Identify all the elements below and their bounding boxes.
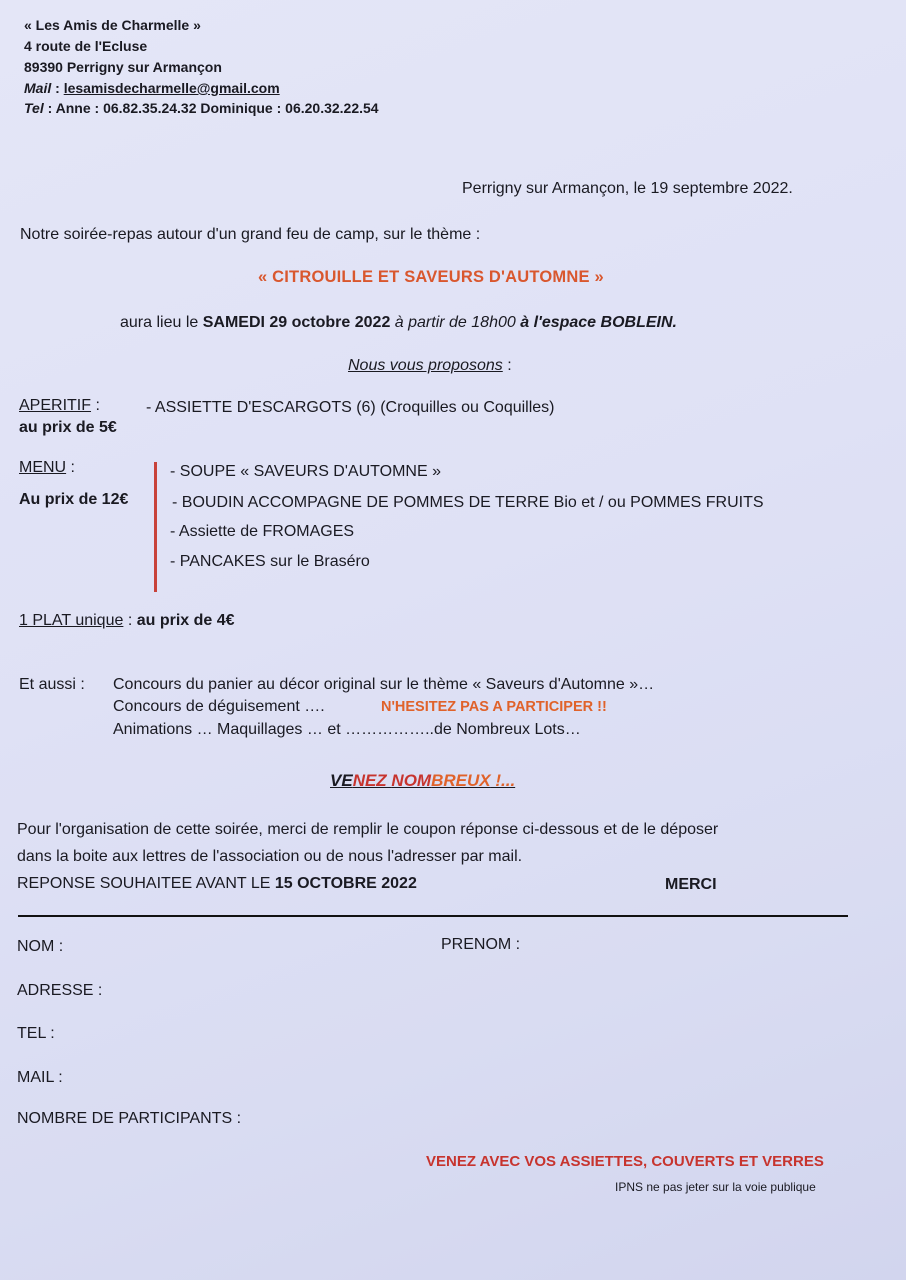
org-tel-line (24, 98, 379, 118)
org-mail-line (24, 78, 280, 98)
field-participants: NOMBRE DE PARTICIPANTS : (17, 1110, 242, 1127)
org-address-city: 89390 Perrigny sur Armançon (24, 59, 222, 75)
aussi-line-2: Concours de déguisement …. (113, 698, 325, 715)
event-prefix: aura lieu le (120, 314, 203, 331)
menu-item: - Assiette de FROMAGES (170, 523, 355, 540)
event-time: à partir de 18h00 (390, 314, 521, 331)
aussi-label: Et aussi : (19, 676, 85, 693)
field-prenom: PRENOM : (441, 936, 521, 953)
tel-value: : Anne : 06.82.35.24.32 Dominique : 06.20.32.22.54 (43, 100, 379, 116)
tel-label: Tel (24, 100, 44, 116)
deadline-date: 15 OCTOBRE 2022 (274, 875, 417, 892)
aperitif-item: - ASSIETTE D'ESCARGOTS (6) (Croquilles ou Coquilles) (146, 399, 555, 416)
org-name: « Les Amis de Charmelle » (24, 17, 201, 33)
plat-line: 1 PLAT unique : au prix de 4€ (19, 612, 235, 629)
aperitif-price: au prix de 5€ (19, 419, 117, 436)
menu-price: Au prix de 12€ (19, 491, 129, 508)
merci-text: MERCI (665, 876, 717, 893)
instructions-line-1: Pour l'organisation de cette soirée, merci de remplir le coupon réponse ci-dessous et de le déposer (17, 821, 719, 838)
menu-label: MENU : (19, 459, 75, 476)
field-mail: MAIL : (17, 1069, 63, 1086)
menu-red-bar (154, 462, 157, 592)
plat-label: 1 PLAT unique (19, 612, 124, 629)
menu-item: - BOUDIN ACCOMPAGNE DE POMMES DE TERRE Bio et / ou POMMES FRUITS (172, 494, 764, 511)
venez-nombreux: VENEZ NOMBREUX !... (330, 771, 516, 790)
field-nom: NOM : (17, 938, 64, 955)
event-line (120, 314, 677, 332)
propose-suffix: : (502, 357, 512, 374)
propose-label: Nous vous proposons (348, 357, 503, 374)
menu-item: - SOUPE « SAVEURS D'AUTOMNE » (170, 463, 441, 480)
bring-dishes-notice: VENEZ AVEC VOS ASSIETTES, COUVERTS ET VERRES (426, 1153, 824, 1170)
intro-text: Notre soirée-repas autour d'un grand feu de camp, sur le thème : (20, 226, 481, 243)
event-day: SAMEDI 29 octobre 2022 (202, 314, 391, 331)
theme-title: « CITROUILLE ET SAVEURS D'AUTOMNE » (258, 268, 604, 286)
deadline-line: REPONSE SOUHAITEE AVANT LE 15 OCTOBRE 2022 (17, 875, 417, 892)
mail-sep: : (51, 80, 64, 96)
field-adresse: ADRESSE : (17, 982, 103, 999)
coupon-divider (18, 915, 848, 917)
date-line: Perrigny sur Armançon, le 19 septembre 2022. (462, 180, 793, 197)
aussi-line-3: Animations … Maquillages … et ……………..de Nombreux Lots… (113, 721, 581, 738)
mail-label: Mail (24, 80, 52, 96)
field-tel: TEL : (17, 1025, 55, 1042)
org-address-street: 4 route de l'Ecluse (24, 38, 148, 54)
propose-heading (348, 357, 512, 375)
participate-callout: N'HESITEZ PAS A PARTICIPER !! (381, 699, 607, 715)
menu-item: - PANCAKES sur le Braséro (170, 553, 370, 570)
aussi-line-1: Concours du panier au décor original sur le thème « Saveurs d'Automne »… (113, 676, 655, 693)
event-place: à l'espace BOBLEIN. (520, 314, 677, 331)
aperitif-label: APERITIF : (19, 397, 100, 414)
instructions-line-2: dans la boite aux lettres de l'association ou de nous l'adresser par mail. (17, 848, 523, 865)
plat-price: au prix de 4€ (136, 612, 235, 629)
mail-link[interactable]: lesamisdecharmelle@gmail.com (63, 80, 280, 96)
ipns-notice: IPNS ne pas jeter sur la voie publique (615, 1180, 816, 1194)
